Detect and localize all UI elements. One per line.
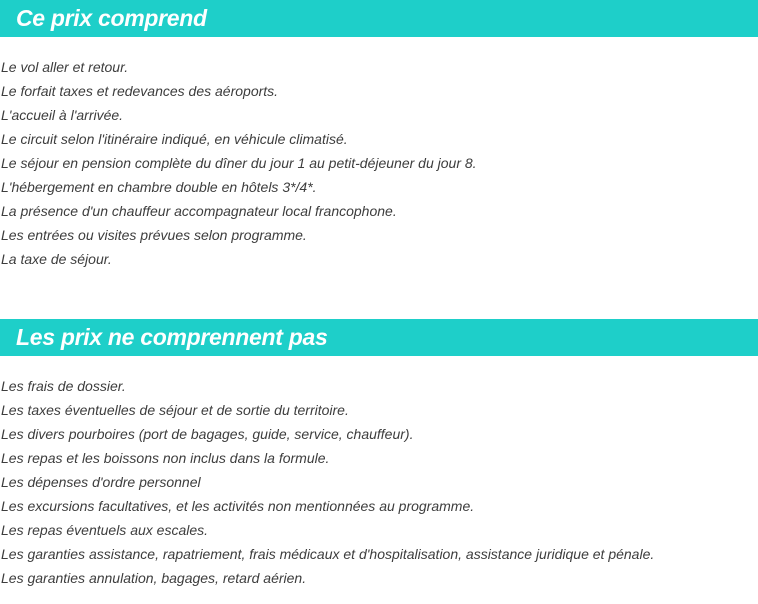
list-item: Les taxes éventuelles de séjour et de sortie du territoire.	[1, 402, 349, 418]
price-includes-header	[0, 0, 758, 37]
price-excludes-section	[0, 319, 758, 590]
list-item: Les entrées ou visites prévues selon programme.	[1, 227, 307, 243]
price-includes-title: Ce prix comprend	[16, 5, 207, 31]
list-item: La taxe de séjour.	[1, 251, 112, 267]
price-includes-list	[0, 55, 758, 271]
price-excludes-header	[0, 319, 758, 356]
list-item: Les frais de dossier.	[1, 378, 126, 394]
list-item: Les excursions facultatives, et les activités non mentionnées au programme.	[1, 498, 475, 514]
list-item: Le forfait taxes et redevances des aéroports.	[1, 83, 279, 99]
list-item: Les garanties annulation, bagages, retard aérien.	[1, 570, 307, 586]
list-item: Le vol aller et retour.	[1, 59, 129, 75]
list-item: Les repas et les boissons non inclus dans la formule.	[1, 450, 330, 466]
list-item: Le séjour en pension complète du dîner du jour 1 au petit-déjeuner du jour 8.	[1, 155, 477, 171]
list-item: Les divers pourboires (port de bagages, guide, service, chauffeur).	[1, 426, 414, 442]
price-excludes-title: Les prix ne comprennent pas	[16, 324, 328, 350]
list-item: L'accueil à l'arrivée.	[1, 107, 124, 123]
list-item: L'hébergement en chambre double en hôtels 3*/4*.	[1, 179, 317, 195]
list-item: Les garanties assistance, rapatriement, frais médicaux et d'hospitalisation, assistance juridique et pénale.	[1, 546, 655, 562]
list-item: La présence d'un chauffeur accompagnateur local francophone.	[1, 203, 397, 219]
list-item: Les repas éventuels aux escales.	[1, 522, 209, 538]
list-item: Les dépenses d'ordre personnel	[1, 474, 201, 490]
list-item: Le circuit selon l'itinéraire indiqué, en véhicule climatisé.	[1, 131, 348, 147]
price-includes-section	[0, 0, 758, 271]
price-excludes-list	[0, 374, 758, 590]
